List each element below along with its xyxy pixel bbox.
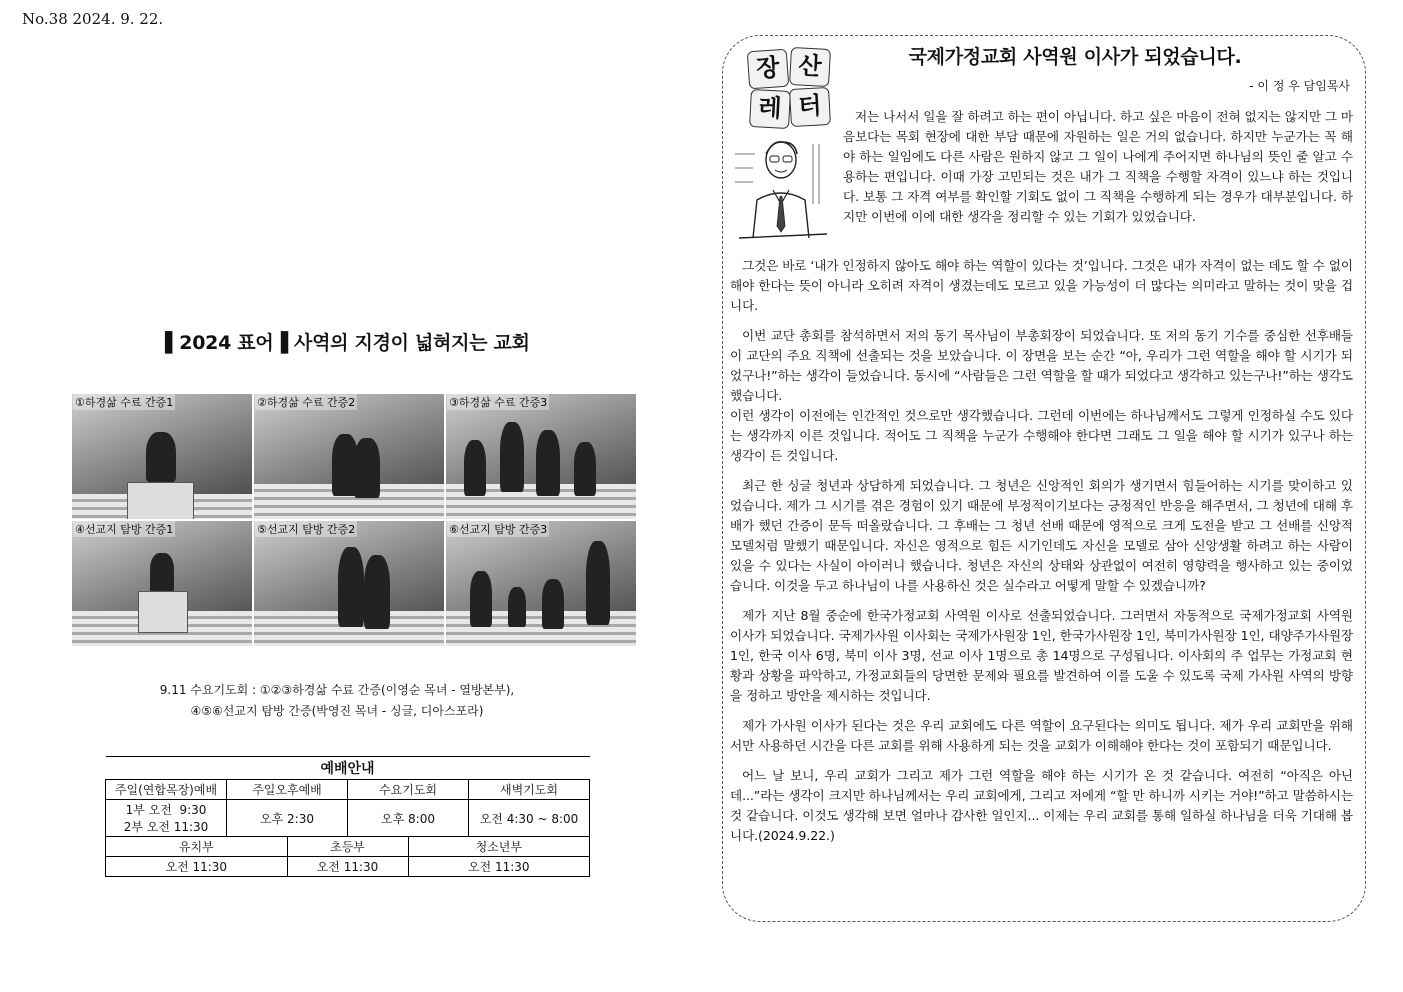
schedule-header: 새벽기도회 <box>469 780 590 800</box>
logo-character: 레 <box>749 89 791 129</box>
photo-caption: ②하경삶 수료 간증2 <box>257 396 356 409</box>
schedule-time: 오후 8:00 <box>348 800 469 837</box>
schedule-header: 주일오후예배 <box>227 780 348 800</box>
letter-body <box>730 256 1353 856</box>
schedule-time: 1부 오전 9:30 <box>125 803 207 817</box>
photo-mission-1 <box>72 521 252 646</box>
photo-testimony-3 <box>446 394 636 519</box>
letter-paragraph: 최근 한 싱글 청년과 상담하게 되었습니다. 그 청년은 신앙적인 회의가 생기면서 힘들어하는 시기를 맞이하고 있었습니다. 제가 그 시기를 겪은 경험이 있기 때문에 부정적이기보다는 긍정적인 반응을 해주면서, 그 청년에 대해 후배가 했던 간증이 문득 떠올랐습니다. 그 후배는 그 청년 선배 때문에 영적으로 크게 도전을 받고 그 선배를 신앙적 모델처럼 말했기 때문입니다. 자신은 영적으로 힘든 시기인데도 자신을 모델로 삼아 신앙생활 하려고 하는 사람이 있을 수 있다는 사실이 아이러니 했습니다. 청년은 자신의 상태와 상관없이 여전히 영향력을 행사하고 있는 중이었습니다. 이것을 두고 하나님이 나를 사용하신 것은 실수라고 어떻게 말할 수 있겠습니까? <box>730 478 1353 593</box>
issue-number-date: No.38 2024. 9. 22. <box>22 10 164 28</box>
photo-mission-2 <box>254 521 444 646</box>
letter-paragraph: 제가 지난 8월 중순에 한국가정교회 사역원 이사로 선출되었습니다. 그러면서 자동적으로 국제가정교회 사역원 이사가 되었습니다. 국제가사원 이사회는 국제가사원장 1인, 한국가사원장 1인, 북미가사원장 1인, 대양주가사원장 1인, 한국 이사 6명, 북미 이사 3명, 선교 이사 1명으로 총 14명으로 구성됩니다. 이사회의 주 업무는 가정교회 현황과 상황을 파악하고, 가정교회들의 당면한 문제와 필요를 발견하여 이를 도울 수 있도록 국제 가사원 사역의 방향을 정하고 방안을 제시하는 것입니다. <box>730 608 1353 703</box>
photo-description <box>72 680 602 722</box>
photo-testimony-2 <box>254 394 444 519</box>
person-figure <box>536 430 560 496</box>
letter-author: - 이 정 우 담임목사 <box>1249 79 1350 93</box>
schedule-header: 청소년부 <box>408 837 590 857</box>
speaker-figure <box>150 553 174 593</box>
person-figure <box>574 442 596 496</box>
schedule-time: 2부 오전 11:30 <box>123 820 209 834</box>
photo-grid <box>72 394 636 646</box>
person-figure <box>364 555 390 629</box>
worship-schedule-table <box>105 756 590 877</box>
photo-caption: ③하경삶 수료 간증3 <box>449 396 548 409</box>
person-figure <box>464 440 486 496</box>
speaker-figure <box>146 432 176 482</box>
sunday-service-times <box>106 800 227 837</box>
podium <box>127 482 194 519</box>
letter-paragraph: 어느 날 보니, 우리 교회가 그리고 제가 그런 역할을 해야 하는 시기가 온 것 같습니다. 여전히 “아직은 아닌데...”라는 생각이 크지만 하나님께서는 우리 교회에게, 그리고 저에게 “할 만 하니까 시키는 거야!”하고 말씀하시는 것 같습니다. 이것도 생각해 보면 얼마나 감사한 일인지... 이제는 우리 교회를 통해 일하실 하나님을 더욱 기대해 봅니다.(2024.9.22.) <box>730 768 1353 843</box>
letter-title: 국제가정교회 사역원 이사가 되었습니다. <box>908 46 1242 68</box>
logo-character: 산 <box>789 47 831 87</box>
schedule-header: 주일(연합목장)예배 <box>106 780 227 800</box>
person-figure <box>542 579 564 629</box>
year-motto: ▌2024 표어▐ 사역의 지경이 넓혀지는 교회 <box>165 332 530 354</box>
person-figure <box>508 587 526 627</box>
person-figure <box>500 422 524 492</box>
letter-paragraph: 이런 생각이 이전에는 인간적인 것으로만 생각했습니다. 그런데 이번에는 하나님께서도 그렇게 인정하실 수도 있다는 생각까지 이른 것입니다. 적어도 그 직책을 누군가 수행해야 한다면 그래도 그 일을 해야 할 시기가 있구나 하는 생각이 든 것입니다. <box>730 408 1353 463</box>
logo-character: 장 <box>747 49 790 90</box>
pastor-portrait-sketch <box>733 134 831 242</box>
letter-column-logo <box>748 48 830 128</box>
podium <box>138 591 188 633</box>
photo-caption: ①하경삶 수료 간증1 <box>75 396 174 409</box>
schedule-time: 오전 4:30 ~ 8:00 <box>469 800 590 837</box>
person-figure <box>354 438 380 498</box>
worship-schedule-title: 예배안내 <box>106 757 590 780</box>
photo-caption: ⑥선교지 탐방 간증3 <box>449 523 548 536</box>
person-figure <box>470 571 492 627</box>
schedule-header: 초등부 <box>287 837 408 857</box>
person-figure <box>586 541 610 625</box>
letter-paragraph: 제가 가사원 이사가 된다는 것은 우리 교회에도 다른 역할이 요구된다는 의미도 됩니다. 제가 우리 교회만을 위해서만 사용하던 시간을 다른 교회를 위해 사용하게 되는 것을 교회가 이해해야 한다는 것이 포함되기 때문입니다. <box>730 718 1353 753</box>
photo-mission-3 <box>446 521 636 646</box>
logo-character: 터 <box>789 87 831 127</box>
schedule-time: 오전 11:30 <box>287 857 408 877</box>
schedule-time: 오후 2:30 <box>227 800 348 837</box>
letter-intro <box>843 107 1353 237</box>
photo-description-line: ④⑤⑥선교지 탐방 간증(박영진 목녀 - 싱글, 디아스포라) <box>190 704 484 718</box>
schedule-time: 오전 11:30 <box>106 857 288 877</box>
schedule-time: 오전 11:30 <box>408 857 590 877</box>
photo-description-line: 9.11 수요기도회 : ①②③하경삶 수료 간증(이영순 목녀 - 열방본부), <box>159 683 515 697</box>
schedule-header: 유치부 <box>106 837 288 857</box>
letter-paragraph: 이번 교단 총회를 참석하면서 저의 동기 목사님이 부총회장이 되었습니다. 또 저의 동기 기수를 중심한 선후배들이 교단의 주요 직책에 선출되는 것을 보았습니다. 이 장면을 보는 순간 “아, 우리가 그런 역할을 해야 할 시기가 되었구나!”하는 생각이 들었습니다. 동시에 “사람들은 그런 역할을 할 때가 되었다고 생각하고 있는구나!”하는 생각도 했습니다. <box>730 328 1353 403</box>
person-figure <box>338 547 364 627</box>
letter-paragraph: 저는 나서서 일을 잘 하려고 하는 편이 아닙니다. 하고 싶은 마음이 전혀 없지는 않지만 그 마음보다는 목회 현장에 대한 부담 때문에 자원하는 일은 거의 없습니다. 하지만 누군가는 꼭 해야 하는 일임에도 다른 사람은 원하지 않고 그 일이 나에게 주어지면 하나님의 뜻인 줄 알고 수용하는 편입니다. 이때 가장 고민되는 것은 내가 그 직책을 수행할 자격이 있느냐 하는 것입니다. 보통 그 자격 여부를 확인할 기회도 없이 그 직책을 수행하게 되는 경우가 대부분입니다. 하지만 이번에 이에 대한 생각을 정리할 수 있는 기회가 있었습니다. <box>843 109 1353 224</box>
photo-caption: ⑤선교지 탐방 간증2 <box>257 523 356 536</box>
photo-caption: ④선교지 탐방 간증1 <box>75 523 174 536</box>
photo-testimony-1 <box>72 394 252 519</box>
letter-paragraph: 그것은 바로 ‘내가 인정하지 않아도 해야 하는 역할이 있다는 것’입니다. 그것은 내가 자격이 없는 데도 할 수 없이 해야 한다는 뜻이 아니라 오히려 자격이 생겼는데도 모르고 있을 가능성이 더 많다는 의미라고 말하는 것이 맞을 겁니다. <box>730 258 1353 313</box>
schedule-header: 수요기도회 <box>348 780 469 800</box>
